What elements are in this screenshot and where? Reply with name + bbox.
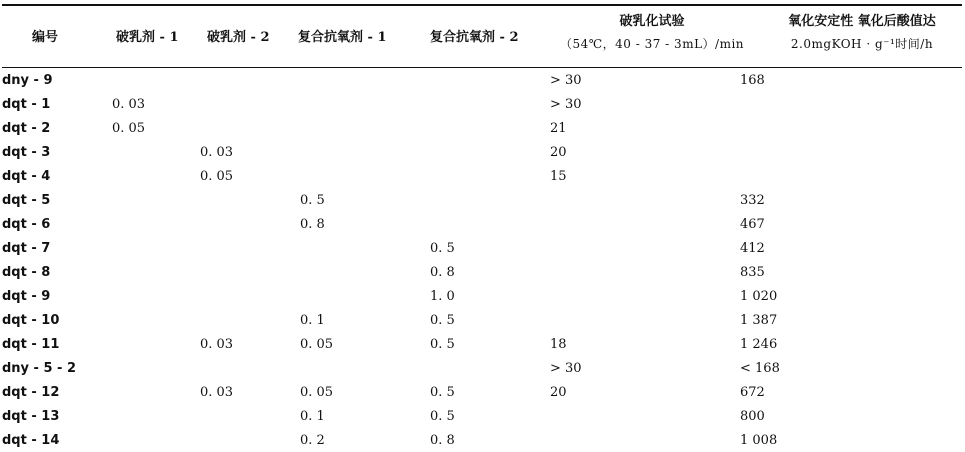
table-row (2, 284, 962, 308)
table-row (2, 92, 962, 116)
cell-demulsifier-2: 0. 03 (200, 384, 234, 400)
cell-antioxidant-2 (430, 68, 550, 92)
cell-id: dqt - 4 (2, 168, 51, 184)
cell-antioxidant-2 (430, 116, 550, 140)
cell-demulsifier-1 (112, 428, 200, 452)
cell-demulsifier-2 (200, 308, 300, 332)
cell-id: dqt - 9 (2, 288, 51, 304)
cell-oxidation: 1 387 (740, 312, 778, 328)
cell-oxidation: 467 (740, 216, 765, 232)
table-row (2, 428, 962, 452)
table-row (2, 140, 962, 164)
cell-antioxidant-1 (300, 140, 430, 164)
cell-demulsifier-2 (200, 116, 300, 140)
cell-id: dqt - 11 (2, 336, 60, 352)
header-demulsification-sub: （54℃，40 - 37 - 3mL）/min (559, 37, 745, 51)
cell-demulsification (550, 260, 740, 284)
cell-antioxidant-1 (300, 260, 430, 284)
table-row (2, 308, 962, 332)
cell-oxidation (740, 164, 962, 188)
cell-antioxidant-1 (300, 356, 430, 380)
cell-id: dny - 9 (2, 72, 53, 88)
header-demulsification (552, 11, 752, 55)
cell-id: dqt - 6 (2, 216, 51, 232)
table-row (2, 188, 962, 212)
table-row (2, 212, 962, 236)
cell-demulsifier-1 (112, 188, 200, 212)
header-antioxidant-2: 复合抗氧剂 - 2 (430, 30, 519, 45)
cell-demulsification: 20 (550, 144, 567, 160)
cell-antioxidant-1 (300, 164, 430, 188)
cell-demulsification (550, 404, 740, 428)
cell-demulsifier-1: 0. 03 (112, 96, 146, 112)
cell-antioxidant-2 (430, 164, 550, 188)
cell-id: dqt - 2 (2, 120, 51, 136)
cell-demulsification: > 30 (550, 72, 582, 88)
cell-demulsification: 18 (550, 336, 567, 352)
header-oxidation-sub: 2.0mgKOH · g⁻¹时间/h (790, 37, 934, 51)
cell-demulsifier-2 (200, 404, 300, 428)
cell-antioxidant-2: 0. 5 (430, 336, 455, 352)
header-oxidation-title: 氧化安定性 氧化后酸值达 (788, 14, 936, 29)
cell-oxidation: 332 (740, 192, 765, 208)
header-oxidation (762, 11, 962, 55)
cell-demulsifier-2 (200, 92, 300, 116)
cell-oxidation: 672 (740, 384, 765, 400)
table-row (2, 332, 962, 356)
cell-demulsifier-2: 0. 03 (200, 144, 234, 160)
cell-demulsification (550, 188, 740, 212)
cell-oxidation (740, 92, 962, 116)
cell-demulsification: 21 (550, 120, 567, 136)
cell-demulsifier-2 (200, 428, 300, 452)
cell-oxidation (740, 140, 962, 164)
header-id: 编号 (32, 30, 59, 45)
cell-oxidation: 412 (740, 240, 765, 256)
cell-demulsifier-2 (200, 236, 300, 260)
cell-demulsifier-2 (200, 356, 300, 380)
cell-oxidation: 1 246 (740, 336, 778, 352)
cell-oxidation: 168 (740, 72, 765, 88)
cell-demulsifier-1 (112, 164, 200, 188)
cell-id: dqt - 1 (2, 96, 51, 112)
cell-oxidation: 1 020 (740, 288, 778, 304)
cell-demulsifier-1 (112, 212, 200, 236)
cell-antioxidant-1: 0. 8 (300, 216, 325, 232)
cell-antioxidant-2 (430, 188, 550, 212)
header-antioxidant-1: 复合抗氧剂 - 1 (298, 30, 387, 45)
cell-antioxidant-2: 0. 5 (430, 240, 455, 256)
table-row (2, 380, 962, 404)
header-demulsifier-2: 破乳剂 - 2 (207, 30, 270, 45)
cell-antioxidant-2: 0. 5 (430, 312, 455, 328)
cell-antioxidant-1 (300, 116, 430, 140)
table-row (2, 236, 962, 260)
table-top-rule (2, 4, 962, 6)
cell-demulsification (550, 428, 740, 452)
header-demulsification-title: 破乳化试验 (619, 14, 685, 29)
table-row (2, 116, 962, 140)
cell-demulsifier-2 (200, 68, 300, 92)
table-row (2, 404, 962, 428)
cell-oxidation: 1 008 (740, 432, 778, 448)
cell-antioxidant-1: 0. 05 (300, 384, 334, 400)
cell-demulsifier-2 (200, 212, 300, 236)
cell-antioxidant-2 (430, 92, 550, 116)
cell-id: dqt - 14 (2, 432, 60, 448)
cell-oxidation: < 168 (740, 360, 780, 376)
cell-antioxidant-1: 0. 1 (300, 312, 325, 328)
cell-demulsifier-1 (112, 380, 200, 404)
cell-demulsifier-1 (112, 68, 200, 92)
cell-demulsifier-1 (112, 404, 200, 428)
cell-demulsifier-1 (112, 308, 200, 332)
cell-demulsifier-1 (112, 260, 200, 284)
cell-antioxidant-1: 0. 2 (300, 432, 325, 448)
cell-demulsifier-1 (112, 140, 200, 164)
cell-antioxidant-2 (430, 140, 550, 164)
cell-demulsifier-1 (112, 332, 200, 356)
cell-demulsifier-2 (200, 284, 300, 308)
table-row (2, 356, 962, 380)
cell-demulsification: > 30 (550, 360, 582, 376)
cell-demulsifier-1: 0. 05 (112, 120, 146, 136)
cell-demulsification: 15 (550, 168, 567, 184)
cell-id: dqt - 7 (2, 240, 51, 256)
cell-demulsification (550, 308, 740, 332)
cell-oxidation: 835 (740, 264, 765, 280)
cell-antioxidant-1: 0. 05 (300, 336, 334, 352)
header-demulsifier-1: 破乳剂 - 1 (116, 30, 179, 45)
table-row (2, 260, 962, 284)
cell-demulsifier-2 (200, 260, 300, 284)
cell-demulsifier-2: 0. 05 (200, 168, 234, 184)
cell-antioxidant-1: 0. 5 (300, 192, 325, 208)
cell-id: dqt - 5 (2, 192, 51, 208)
cell-id: dny - 5 - 2 (2, 360, 77, 376)
cell-demulsifier-1 (112, 236, 200, 260)
data-table-body (2, 68, 962, 452)
cell-demulsification (550, 212, 740, 236)
cell-oxidation (740, 116, 962, 140)
cell-demulsifier-1 (112, 284, 200, 308)
cell-demulsification: 20 (550, 384, 567, 400)
cell-id: dqt - 10 (2, 312, 60, 328)
cell-demulsifier-2: 0. 03 (200, 336, 234, 352)
cell-antioxidant-2: 0. 5 (430, 384, 455, 400)
cell-antioxidant-2 (430, 212, 550, 236)
cell-demulsifier-1 (112, 356, 200, 380)
cell-antioxidant-1 (300, 236, 430, 260)
cell-demulsification: > 30 (550, 96, 582, 112)
cell-id: dqt - 12 (2, 384, 60, 400)
cell-demulsification (550, 236, 740, 260)
cell-id: dqt - 8 (2, 264, 51, 280)
cell-id: dqt - 3 (2, 144, 51, 160)
cell-antioxidant-2: 0. 8 (430, 432, 455, 448)
cell-demulsification (550, 284, 740, 308)
cell-antioxidant-2: 1. 0 (430, 288, 455, 304)
cell-antioxidant-1 (300, 284, 430, 308)
table-row (2, 68, 962, 92)
cell-antioxidant-2 (430, 356, 550, 380)
data-table (2, 68, 962, 452)
cell-demulsifier-2 (200, 188, 300, 212)
cell-antioxidant-1 (300, 92, 430, 116)
cell-oxidation: 800 (740, 408, 765, 424)
cell-antioxidant-1 (300, 68, 430, 92)
cell-antioxidant-2: 0. 8 (430, 264, 455, 280)
table-row (2, 164, 962, 188)
cell-antioxidant-1: 0. 1 (300, 408, 325, 424)
cell-id: dqt - 13 (2, 408, 60, 424)
cell-antioxidant-2: 0. 5 (430, 408, 455, 424)
